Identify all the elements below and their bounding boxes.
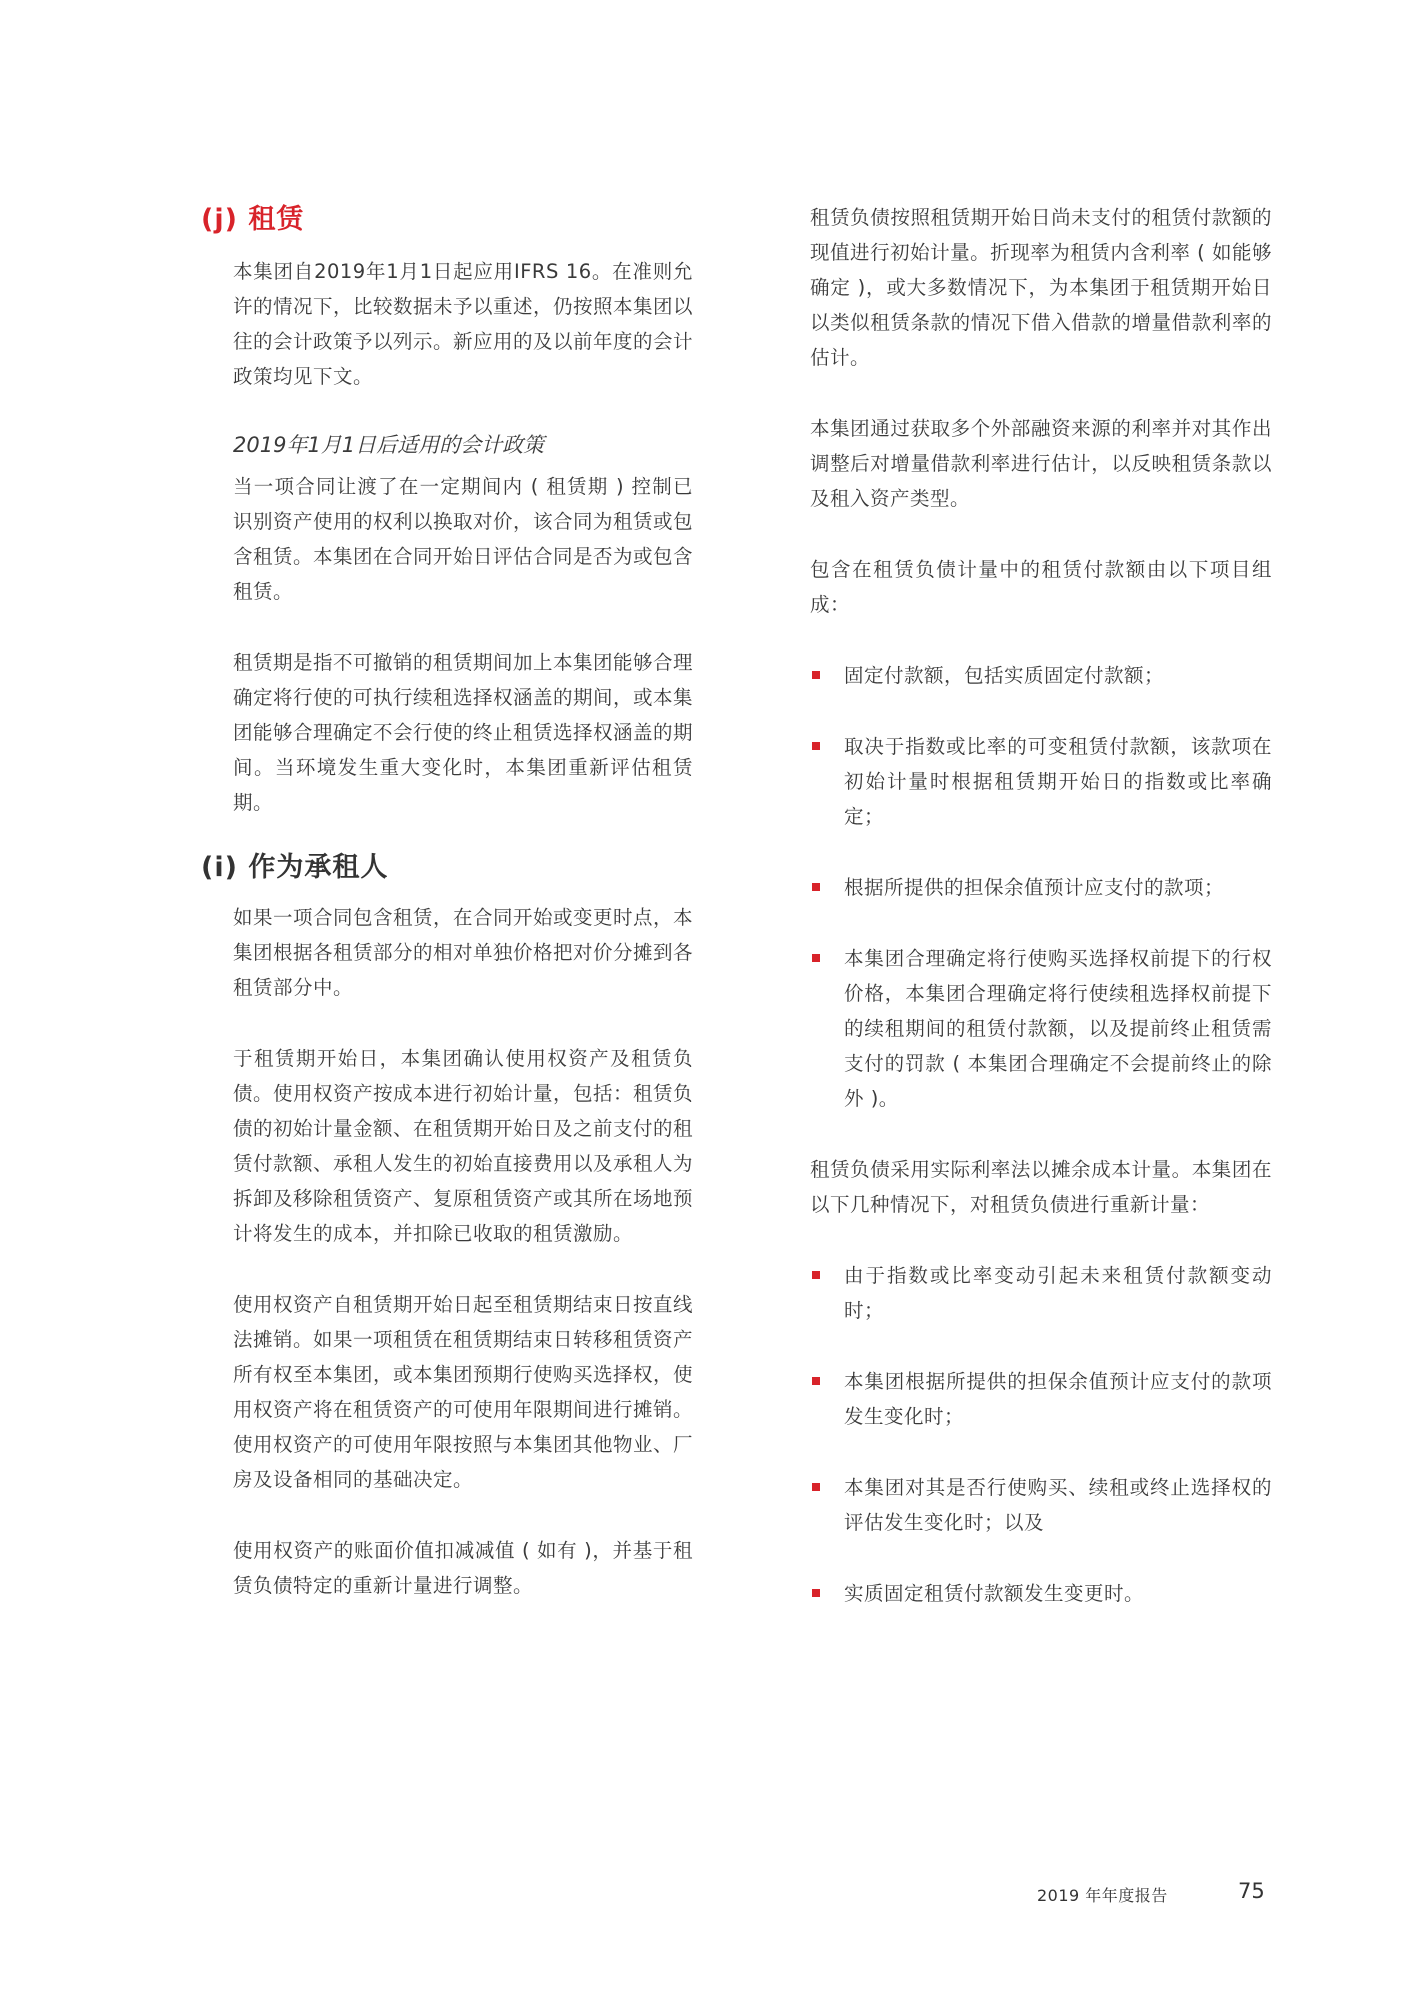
paragraph-payment-components: 包含在租赁负债计量中的租赁付款额由以下项目组成： — [810, 558, 1272, 616]
list-item-text: 取决于指数或比率的可变租赁付款额，该款项在初始计量时根据租赁期开始日的指数或比率确定； — [844, 735, 1272, 828]
paragraph-initial-recognition: 于租赁期开始日，本集团确认使用权资产及租赁负债。使用权资产按成本进行初始计量，包括：租赁负债的初始计量金额、在租赁期开始日及之前支付的租赁付款额、承租人发生的初始直接费用以及承租人为拆卸及移除租赁资产、复原租赁资产或其所在场地预计将发生的成本，并扣除已收取的租赁激励。 — [233, 1047, 694, 1245]
list-item — [810, 1576, 1272, 1611]
list-item — [810, 870, 1272, 905]
right-column — [810, 200, 1272, 1611]
list-item — [810, 658, 1272, 693]
bullet-square-icon — [812, 883, 820, 891]
paragraph-allocation: 如果一项合同包含租赁，在合同开始或变更时点，本集团根据各租赁部分的相对单独价格把对价分摊到各租赁部分中。 — [233, 906, 694, 999]
paragraph-incremental-rate: 本集团通过获取多个外部融资来源的利率并对其作出调整后对增量借款利率进行估计，以反映租赁条款以及租入资产类型。 — [810, 417, 1272, 510]
paragraph-ifrs16: 本集团自2019年1月1日起应用IFRS 16。在准则允许的情况下，比较数据未予以重述，仍按照本集团以往的会计政策予以列示。新应用的及以前年度的会计政策均见下文。 — [233, 260, 694, 388]
list-item — [810, 729, 1272, 834]
paragraph-impairment: 使用权资产的账面价值扣减减值 ( 如有 )，并基于租赁负债特定的重新计量进行调整。 — [233, 1539, 693, 1597]
bullet-square-icon — [812, 1589, 820, 1597]
page-number: 75 — [1238, 1879, 1265, 1903]
paragraph-remeasurement: 租赁负债采用实际利率法以摊余成本计量。本集团在以下几种情况下，对租赁负债进行重新计量： — [810, 1158, 1272, 1216]
list-item-text: 实质固定租赁付款额发生变更时。 — [844, 1582, 1145, 1605]
bullet-square-icon — [812, 1483, 820, 1491]
paragraph-lease-term: 租赁期是指不可撤销的租赁期间加上本集团能够合理确定将行使的可执行续租选择权涵盖的期间，或本集团能够合理确定不会行使的终止租赁选择权涵盖的期间。当环境发生重大变化时，本集团重新评估租赁期。 — [233, 651, 694, 814]
subheading-policy-2019: 2019年1月1日后适用的会计政策 — [233, 433, 545, 457]
list-item-text: 本集团合理确定将行使购买选择权前提下的行权价格，本集团合理确定将行使续租选择权前提下的续租期间的租赁付款额，以及提前终止租赁需支付的罚款 ( 本集团合理确定不会提前终止的除外 )。 — [844, 947, 1272, 1110]
list-item — [810, 1470, 1272, 1540]
list-item-text: 固定付款额，包括实质固定付款额； — [844, 664, 1165, 687]
section-heading-lessee: (i) 作为承租人 — [201, 852, 389, 883]
bullet-square-icon — [812, 1271, 820, 1279]
bullet-square-icon — [812, 954, 820, 962]
list-item-text: 本集团对其是否行使购买、续租或终止选择权的评估发生变化时；以及 — [844, 1476, 1272, 1534]
paragraph-amortization: 使用权资产自租赁期开始日起至租赁期结束日按直线法摊销。如果一项租赁在租赁期结束日转移租赁资产所有权至本集团，或本集团预期行使购买选择权，使用权资产将在租赁资产的可使用年限期间进行摊销。使用权资产的可使用年限按照与本集团其他物业、厂房及设备相同的基础决定。 — [233, 1293, 694, 1491]
bullet-square-icon — [812, 1377, 820, 1385]
list-item — [810, 941, 1272, 1116]
paragraph-lease-liability-measurement: 租赁负债按照租赁期开始日尚未支付的租赁付款额的现值进行初始计量。折现率为租赁内含利率 ( 如能够确定 )，或大多数情况下，为本集团于租赁期开始日以类似租赁条款的情况下借入借款的增量借款利率的估计。 — [810, 206, 1272, 369]
bullet-square-icon — [812, 671, 820, 679]
bullet-square-icon — [812, 742, 820, 750]
list-item — [810, 1258, 1272, 1328]
left-column — [201, 200, 694, 1603]
list-item-text: 本集团根据所提供的担保余值预计应支付的款项发生变化时； — [844, 1370, 1272, 1428]
paragraph-lease-definition: 当一项合同让渡了在一定期间内 ( 租赁期 ) 控制已识别资产使用的权利以换取对价，该合同为租赁或包含租赁。本集团在合同开始日评估合同是否为或包含租赁。 — [233, 475, 694, 603]
list-item-text: 根据所提供的担保余值预计应支付的款项； — [844, 876, 1225, 899]
list-item-text: 由于指数或比率变动引起未来租赁付款额变动时； — [844, 1264, 1272, 1322]
section-heading-leases: (j) 租赁 — [201, 204, 305, 235]
list-item — [810, 1364, 1272, 1434]
footer-report-title: 2019 年年度报告 — [1037, 1886, 1168, 1905]
